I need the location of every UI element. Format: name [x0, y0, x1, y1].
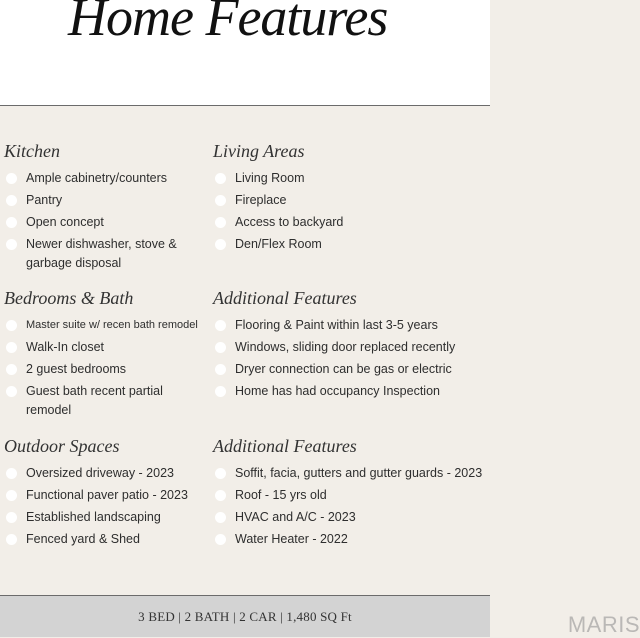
item-text: Fenced yard & Shed — [26, 532, 140, 546]
section-title: Additional Features — [213, 436, 357, 456]
footer-bar — [0, 595, 490, 637]
list-item — [213, 360, 493, 379]
bullet-icon — [215, 320, 226, 331]
item-text: Den/Flex Room — [235, 237, 322, 251]
list-item — [213, 316, 493, 335]
page-title: Home Features — [68, 0, 388, 47]
bullet-icon — [6, 239, 17, 250]
item-text: Ample cabinetry/counters — [26, 171, 168, 185]
item-text: Windows, sliding door replaced recently — [235, 340, 456, 354]
bullet-icon — [215, 386, 226, 397]
section-title: Outdoor Spaces — [4, 436, 120, 456]
bullet-icon — [215, 195, 226, 206]
item-text: Roof - 15 yrs old — [235, 488, 327, 502]
section-additional-features-2 — [213, 436, 493, 552]
list-item — [213, 486, 493, 505]
section-title: Living Areas — [213, 141, 305, 161]
item-text: Open concept — [26, 215, 104, 229]
bullet-icon — [6, 490, 17, 501]
bullet-icon — [6, 320, 17, 331]
item-text: Home has had occupancy Inspection — [235, 384, 440, 398]
bullet-icon — [215, 364, 226, 375]
bullet-icon — [215, 468, 226, 479]
section-title: Bedrooms & Bath — [4, 288, 134, 308]
feature-list — [213, 169, 493, 254]
list-item — [213, 191, 493, 210]
list-item — [213, 213, 493, 232]
bullet-icon — [6, 468, 17, 479]
section-living-areas — [213, 141, 493, 257]
list-item — [213, 169, 493, 188]
bullet-icon — [6, 386, 17, 397]
item-text: Walk-In closet — [26, 340, 105, 354]
item-text: Access to backyard — [235, 215, 344, 229]
feature-list — [213, 316, 493, 401]
list-item — [4, 235, 196, 273]
item-text: Guest bath recent partial remodel — [26, 384, 163, 417]
bullet-icon — [215, 512, 226, 523]
bullet-icon — [6, 512, 17, 523]
section-title: Additional Features — [213, 288, 357, 308]
list-item — [213, 382, 493, 401]
section-additional-features-1 — [213, 288, 493, 404]
list-item — [213, 235, 493, 254]
bullet-icon — [215, 534, 226, 545]
item-text: Fireplace — [235, 193, 287, 207]
watermark: MARIS — [567, 612, 640, 637]
item-text: Established landscaping — [26, 510, 161, 524]
bullet-icon — [215, 173, 226, 184]
bullet-icon — [215, 217, 226, 228]
item-text: 2 guest bedrooms — [26, 362, 127, 376]
item-text: HVAC and A/C - 2023 — [235, 510, 356, 524]
list-item — [4, 382, 196, 420]
list-item — [213, 338, 493, 357]
feature-list — [213, 464, 493, 549]
item-text: Functional paver patio - 2023 — [26, 488, 188, 502]
list-item — [213, 508, 493, 527]
bullet-icon — [6, 173, 17, 184]
item-text: Oversized driveway - 2023 — [26, 466, 174, 480]
bullet-icon — [6, 534, 17, 545]
item-text: Newer dishwasher, stove & garbage disposal — [26, 237, 177, 270]
list-item — [213, 464, 493, 483]
item-text: Pantry — [26, 193, 63, 207]
section-title: Kitchen — [4, 141, 60, 161]
item-text: Flooring & Paint within last 3-5 years — [235, 318, 438, 332]
bullet-icon — [215, 490, 226, 501]
property-summary: 3 BED | 2 BATH | 2 CAR | 1,480 SQ Ft — [138, 608, 352, 624]
item-text: Dryer connection can be gas or electric — [235, 362, 452, 376]
header-banner — [0, 0, 490, 106]
bullet-icon — [6, 342, 17, 353]
bullet-icon — [215, 342, 226, 353]
item-text: Living Room — [235, 171, 305, 185]
bullet-icon — [6, 195, 17, 206]
item-text: Water Heater - 2022 — [235, 532, 348, 546]
bullet-icon — [6, 364, 17, 375]
bullet-icon — [215, 239, 226, 250]
list-item — [213, 530, 493, 549]
bullet-icon — [6, 217, 17, 228]
item-text: Soffit, facia, gutters and gutter guards - 2023 — [235, 466, 483, 480]
item-text: Master suite w/ recen bath remodel — [26, 319, 198, 331]
